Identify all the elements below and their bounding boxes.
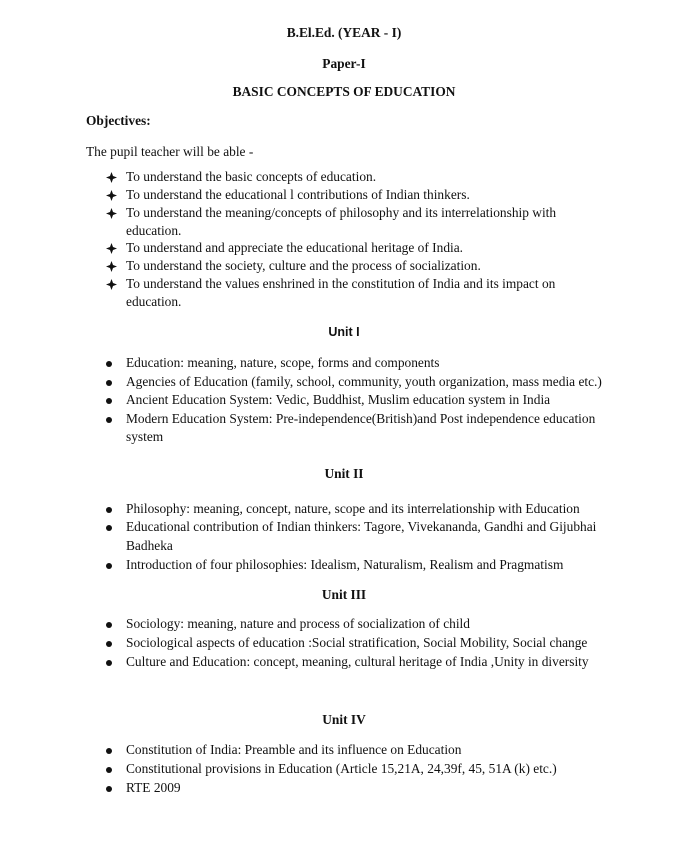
objective-item: To understand the educational l contributions of Indian thinkers.	[126, 187, 470, 202]
bullet-icon	[106, 417, 112, 423]
bullet-icon	[106, 622, 112, 628]
objective-item: To understand and appreciate the educational heritage of India.	[126, 240, 464, 255]
list-item: Culture and Education: concept, meaning, cultural heritage of India ,Unity in diversity	[126, 654, 589, 669]
objective-item: To understand the values enshrined in the constitution of India and its impact on	[126, 276, 556, 291]
bullet-icon	[106, 786, 112, 792]
list-item-continuation: Badheka	[126, 538, 173, 553]
objectives-intro: The pupil teacher will be able -	[86, 144, 254, 159]
diamond-bullet-icon	[106, 190, 117, 201]
list-item: Philosophy: meaning, concept, nature, scope and its interrelationship with Education	[126, 501, 580, 516]
bullet-icon	[106, 507, 112, 513]
list-item: Education: meaning, nature, scope, forms and components	[126, 355, 440, 370]
list-item: Constitutional provisions in Education (Article 15,21A, 24,39f, 45, 51A (k) etc.)	[126, 761, 557, 776]
bullet-icon	[106, 660, 112, 666]
bullet-icon	[106, 641, 112, 647]
bullet-icon	[106, 525, 112, 531]
diamond-bullet-icon	[106, 261, 117, 272]
list-item: Ancient Education System: Vedic, Buddhist, Muslim education system in India	[126, 392, 551, 407]
objective-item-continuation: education.	[126, 223, 182, 238]
list-item-continuation: system	[126, 429, 164, 444]
paper-label: Paper-I	[322, 56, 366, 71]
objective-item: To understand the basic concepts of education.	[126, 169, 377, 184]
diamond-bullet-icon	[106, 172, 117, 183]
unit-heading: Unit II	[324, 466, 364, 481]
list-item: Modern Education System: Pre-independence(British)and Post independence education	[126, 411, 596, 426]
list-item: Introduction of four philosophies: Idealism, Naturalism, Realism and Pragmatism	[126, 557, 564, 572]
bullet-icon	[106, 767, 112, 773]
diamond-bullet-icon	[106, 279, 117, 290]
unit-heading: Unit I	[328, 325, 360, 339]
objectives-heading: Objectives:	[86, 113, 151, 128]
unit-heading: Unit IV	[322, 712, 366, 727]
diamond-bullet-icon	[106, 208, 117, 219]
list-item: Educational contribution of Indian thinkers: Tagore, Vivekananda, Gandhi and Gijubhai	[126, 519, 597, 534]
bullet-icon	[106, 563, 112, 569]
bullet-icon	[106, 748, 112, 754]
page-title: BASIC CONCEPTS OF EDUCATION	[232, 84, 456, 99]
list-item: Agencies of Education (family, school, community, youth organization, mass media etc.)	[126, 374, 602, 389]
objective-item-continuation: education.	[126, 294, 182, 309]
objective-item: To understand the society, culture and the process of socialization.	[126, 258, 481, 273]
bullet-icon	[106, 361, 112, 367]
bullet-icon	[106, 380, 112, 386]
list-item: Constitution of India: Preamble and its influence on Education	[126, 742, 462, 757]
course-title: B.El.Ed. (YEAR - I)	[286, 25, 402, 40]
diamond-bullet-icon	[106, 243, 117, 254]
list-item: RTE 2009	[126, 780, 181, 795]
objective-item: To understand the meaning/concepts of philosophy and its interrelationship with	[126, 205, 557, 220]
list-item: Sociological aspects of education :Social stratification, Social Mobility, Social change	[126, 635, 588, 650]
bullet-icon	[106, 398, 112, 404]
unit-heading: Unit III	[321, 587, 367, 602]
list-item: Sociology: meaning, nature and process of socialization of child	[126, 616, 470, 631]
